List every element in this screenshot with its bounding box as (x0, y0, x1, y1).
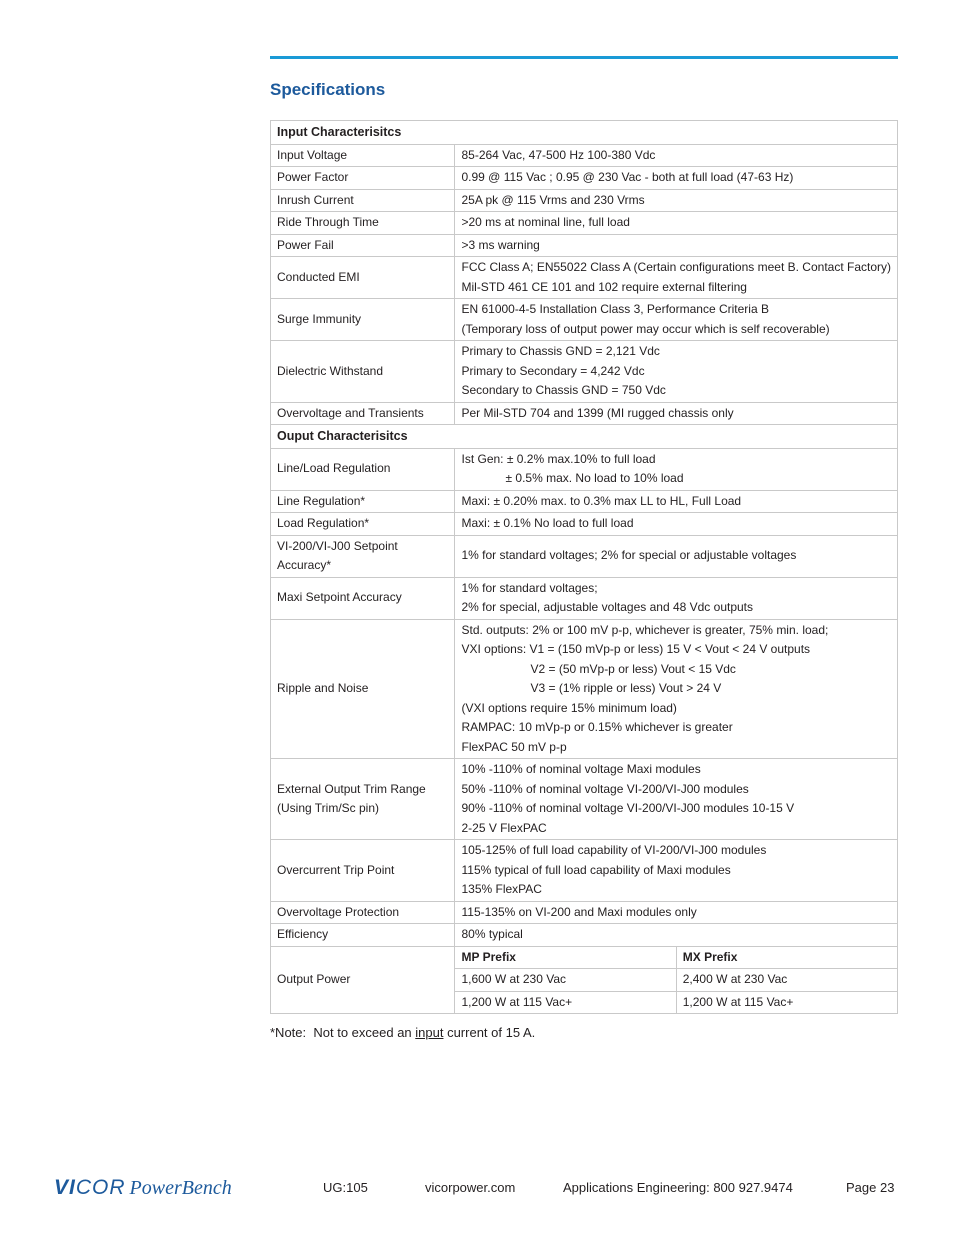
spec-label: Output Power (271, 946, 455, 1014)
spec-value (455, 759, 898, 840)
spec-value-line: 25A pk @ 115 Vrms and 230 Vrms (461, 192, 645, 207)
spec-label: Power Fail (271, 234, 455, 257)
spec-label: Input Voltage (271, 144, 455, 167)
spec-label: Ride Through Time (271, 212, 455, 235)
header-rule (270, 56, 898, 59)
spec-label: Line/Load Regulation (271, 448, 455, 490)
spec-value (455, 144, 898, 167)
spec-value-line: Per Mil-STD 704 and 1399 (MI rugged chassis only (461, 405, 734, 420)
page-title: Specifications (270, 80, 386, 99)
spec-label: Maxi Setpoint Accuracy (271, 577, 455, 619)
spec-row (271, 577, 898, 619)
spec-value-line: Ist Gen: ± 0.2% max.10% to full load (461, 451, 656, 466)
output-power-cell: 1,200 W at 115 Vac+ (676, 991, 897, 1013)
section-header-row (271, 425, 898, 449)
spec-value (455, 167, 898, 190)
output-power-header-row (455, 947, 897, 969)
spec-label: Surge Immunity (271, 299, 455, 341)
spec-row (271, 619, 898, 759)
spec-label: Efficiency (271, 924, 455, 947)
spec-label: External Output Trim Range (Using Trim/Sc pin) (271, 759, 455, 840)
output-power-data-row (455, 969, 897, 992)
spec-value-line: EN 61000-4-5 Installation Class 3, Performance Criteria B (461, 302, 769, 316)
output-power-values (455, 946, 898, 1014)
spec-row (271, 299, 898, 341)
spec-value-line: 105-125% of full load capability of VI-200/VI-J00 modules (461, 843, 767, 857)
spec-value (455, 901, 898, 924)
footer-website: vicorpower.com (425, 1180, 516, 1195)
spec-value-line: 1% for standard voltages; 2% for special or adjustable voltages (461, 548, 797, 563)
spec-label: Load Regulation* (271, 513, 455, 536)
section-header-row (271, 121, 898, 145)
spec-label: VI-200/VI-J00 Setpoint Accuracy* (271, 535, 455, 577)
spec-value-line: 85-264 Vac, 47-500 Hz 100-380 Vdc (461, 147, 656, 162)
spec-value (455, 840, 898, 902)
spec-value-line: RAMPAC: 10 mVp-p or 0.15% whichever is greater (461, 720, 733, 734)
spec-value (455, 189, 898, 212)
spec-row (271, 341, 898, 403)
spec-value (455, 257, 898, 299)
spec-row (271, 167, 898, 190)
spec-value-line: 2% for special, adjustable voltages and 48 Vdc outputs (461, 600, 754, 614)
spec-row (271, 490, 898, 513)
spec-label: Overcurrent Trip Point (271, 840, 455, 902)
spec-value-line: (VXI options require 15% minimum load) (461, 700, 677, 715)
logo-vi: VI (54, 1176, 76, 1199)
spec-value-line: >3 ms warning (461, 237, 540, 252)
section-title: Ouput Characterisitcs (271, 425, 898, 449)
vicor-powerbench-logo (54, 1176, 232, 1200)
spec-row (271, 402, 898, 425)
output-power-cell: 1,200 W at 115 Vac+ (461, 994, 573, 1009)
spec-label: Ripple and Noise (271, 619, 455, 759)
spec-value (455, 212, 898, 235)
spec-value-line: ± 0.5% max. No load to 10% load (505, 471, 684, 485)
spec-value-line: 80% typical (461, 927, 523, 941)
spec-row (271, 189, 898, 212)
spec-value-line: Primary to Secondary = 4,242 Vdc (461, 363, 645, 378)
output-power-subtable (455, 947, 897, 1014)
footer-support-phone: Applications Engineering: 800 927.9474 (563, 1180, 793, 1195)
spec-value-line: Maxi: ± 0.20% max. to 0.3% max LL to HL, Full Load (461, 493, 742, 508)
note-underlined-word: input (415, 1025, 444, 1040)
spec-row (271, 234, 898, 257)
spec-value (455, 577, 898, 619)
spec-value-line: VXI options: V1 = (150 mVp-p or less) 15 V < Vout < 24 V outputs (461, 642, 811, 656)
spec-value (455, 299, 898, 341)
logo-cor: COR (75, 1176, 126, 1199)
output-power-column-header: MP Prefix (455, 947, 676, 969)
spec-value-line: 1% for standard voltages; (461, 580, 598, 595)
note-prefix: *Note: (270, 1025, 307, 1040)
spec-value-line: 135% FlexPAC (461, 882, 542, 896)
spec-row (271, 212, 898, 235)
spec-value-line: >20 ms at nominal line, full load (461, 215, 630, 229)
spec-row (271, 448, 898, 490)
spec-value (455, 341, 898, 403)
spec-value-line: Mil-STD 461 CE 101 and 102 require external filtering (461, 279, 747, 294)
output-power-cell: 1,600 W at 230 Vac (455, 969, 676, 992)
spec-value-line: (Temporary loss of output power may occur which is self recoverable) (461, 321, 830, 336)
footer-page-number: Page 23 (846, 1180, 895, 1195)
spec-value-line: 10% -110% of nominal voltage Maxi modules (461, 762, 701, 776)
spec-label: Overvoltage Protection (271, 901, 455, 924)
spec-value-line: FCC Class A; EN55022 Class A (Certain configurations meet B. Contact Factory) (461, 260, 891, 274)
spec-value (455, 402, 898, 425)
spec-label: Power Factor (271, 167, 455, 190)
spec-row (271, 901, 898, 924)
spec-label: Dielectric Withstand (271, 341, 455, 403)
note-text-before: Not to exceed an (306, 1025, 416, 1040)
spec-value-line: V3 = (1% ripple or less) Vout > 24 V (530, 681, 722, 695)
footnote (270, 1025, 535, 1040)
spec-value-line: 90% -110% of nominal voltage VI-200/VI-J00 modules 10-15 V (461, 801, 795, 815)
spec-value-line: FlexPAC 50 mV p-p (461, 739, 567, 754)
spec-value (455, 513, 898, 536)
spec-label: Overvoltage and Transients (271, 402, 455, 425)
spec-value-line: Std. outputs: 2% or 100 mV p-p, whichever is greater, 75% min. load; (461, 622, 829, 637)
spec-label: Inrush Current (271, 189, 455, 212)
spec-value-line: Secondary to Chassis GND = 750 Vdc (461, 383, 666, 397)
spec-value-line: 115-135% on VI-200 and Maxi modules only (461, 904, 697, 919)
spec-row (271, 535, 898, 577)
output-power-data-row (455, 991, 897, 1013)
spec-row (271, 924, 898, 947)
spec-row (271, 513, 898, 536)
spec-value (455, 490, 898, 513)
output-power-cell: 2,400 W at 230 Vac (676, 969, 897, 992)
spec-value-line: 0.99 @ 115 Vac ; 0.95 @ 230 Vac - both at full load (47-63 Hz) (461, 170, 794, 184)
spec-value (455, 448, 898, 490)
spec-value (455, 234, 898, 257)
spec-value-line: Maxi: ± 0.1% No load to full load (461, 516, 634, 530)
footer-doc-id: UG:105 (323, 1180, 368, 1195)
spec-row (271, 840, 898, 902)
spec-value (455, 924, 898, 947)
spec-value-line: 50% -110% of nominal voltage VI-200/VI-J00 modules (461, 781, 749, 796)
spec-value (455, 535, 898, 577)
output-power-column-header: MX Prefix (676, 947, 897, 969)
note-text-after: current of 15 A. (443, 1025, 536, 1040)
spec-value-line: V2 = (50 mVp-p or less) Vout < 15 Vdc (530, 661, 736, 676)
spec-value-line: 2-25 V FlexPAC (461, 820, 547, 835)
output-power-row (271, 946, 898, 1014)
spec-row (271, 144, 898, 167)
logo-product: PowerBench (129, 1177, 232, 1199)
spec-value-line: 115% typical of full load capability of Maxi modules (461, 862, 731, 877)
spec-label: Line Regulation* (271, 490, 455, 513)
spec-value (455, 619, 898, 759)
spec-value-line: Primary to Chassis GND = 2,121 Vdc (461, 344, 660, 358)
spec-label: Conducted EMI (271, 257, 455, 299)
section-title: Input Characterisitcs (271, 121, 898, 145)
spec-row (271, 257, 898, 299)
spec-row (271, 759, 898, 840)
specifications-table (270, 120, 898, 1014)
